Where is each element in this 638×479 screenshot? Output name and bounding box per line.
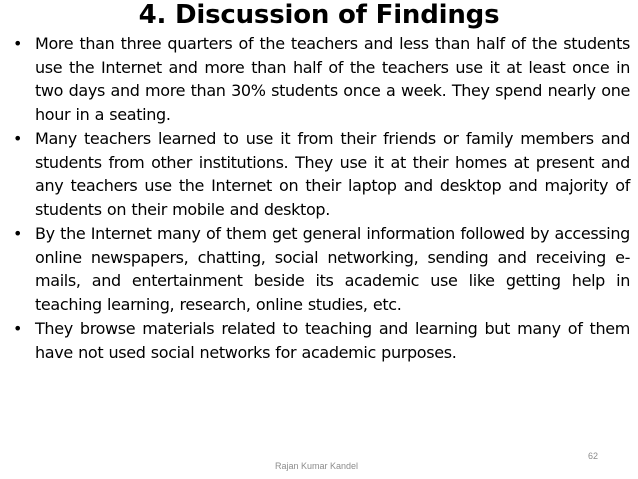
- bullet-marker: •: [13, 224, 23, 243]
- bullet-list: [13, 32, 630, 365]
- bullet-text: By the Internet many of them get general information followed by accessing online newspapers, chatting, social networking, sending and receiving e-mails, and entertainment beside its academic use like getting help in teaching learning, research, online studies, etc.: [35, 224, 630, 314]
- footer-author: Rajan Kumar Kandel: [275, 461, 359, 471]
- bullet-text: More than three quarters of the teachers and less than half of the students use the Internet and more than half of the teachers use it at least once in two days and more than 30% students once a week. They spend nearly one hour in a seating.: [35, 34, 630, 124]
- bullet-text: Many teachers learned to use it from their friends or family members and students from other institutions. They use it at their homes at present and any teachers use the Internet on their laptop and desktop and majority of students on their mobile and desktop.: [35, 129, 630, 219]
- slide-title: 4. Discussion of Findings: [138, 0, 500, 30]
- bullet-marker: •: [13, 34, 23, 53]
- bullet-item: [13, 222, 630, 316]
- bullet-marker: •: [13, 319, 23, 338]
- bullet-item: [13, 32, 630, 126]
- page-number: 62: [588, 451, 599, 461]
- bullet-item: [13, 317, 630, 364]
- bullet-item: [13, 127, 630, 221]
- bullet-marker: •: [13, 129, 23, 148]
- bullet-text: They browse materials related to teaching and learning but many of them have not used social networks for academic purposes.: [35, 319, 630, 362]
